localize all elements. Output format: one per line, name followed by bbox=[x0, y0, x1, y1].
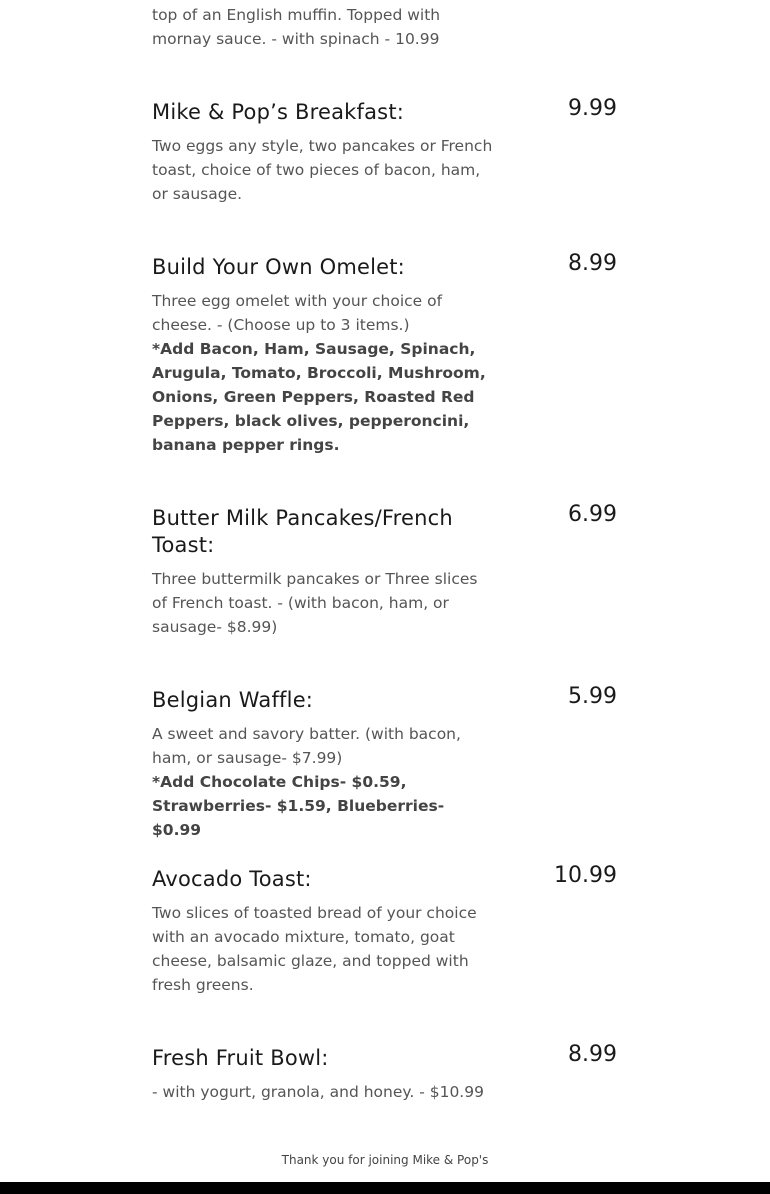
description-text: Three egg omelet with your choice of cheese. - (Choose up to 3 items.) bbox=[152, 292, 443, 334]
menu-item-price: 5.99 bbox=[568, 684, 617, 709]
partial-item-description bbox=[152, 3, 497, 51]
description-text: Two eggs any style, two pancakes or French toast, choice of two pieces of bacon, ham, or sausage. bbox=[152, 137, 493, 203]
footer-bar bbox=[0, 1182, 770, 1194]
add-ons-text: *Add Bacon, Ham, Sausage, Spinach, Arugula, Tomato, Broccoli, Mushroom, Onions, Green Peppers, Roasted Red Peppers, black olives, pepperoncini, banana pepper rings. bbox=[152, 340, 486, 454]
description-text: - with yogurt, granola, and honey. - $10.99 bbox=[152, 1083, 484, 1101]
menu-item-description bbox=[152, 901, 497, 997]
description-text: Three buttermilk pancakes or Three slices of French toast. - (with bacon, ham, or sausage- $8.99) bbox=[152, 570, 478, 636]
menu-item-title: Avocado Toast: bbox=[152, 867, 312, 891]
description-text: Two slices of toasted bread of your choice with an avocado mixture, tomato, goat cheese, balsamic glaze, and topped with fresh greens. bbox=[152, 904, 477, 994]
menu-item-description bbox=[152, 1080, 552, 1104]
menu-item-title: Build Your Own Omelet: bbox=[152, 255, 405, 279]
menu-item-price: 8.99 bbox=[568, 1042, 617, 1067]
menu-item-description bbox=[152, 289, 497, 457]
menu-item-price: 9.99 bbox=[568, 96, 617, 121]
partial-desc-line-1: top of an English muffin. Topped with bbox=[152, 6, 441, 24]
menu-item-price: 6.99 bbox=[568, 502, 617, 527]
menu-item-title: Fresh Fruit Bowl: bbox=[152, 1046, 329, 1070]
menu-item-title: Butter Milk Pancakes/French Toast: bbox=[152, 506, 453, 557]
menu-item-description bbox=[152, 567, 497, 639]
menu-item-description bbox=[152, 134, 497, 206]
footer-thank-you-text: Thank you for joining Mike & Pop's bbox=[281, 1153, 489, 1167]
menu-item-price: 10.99 bbox=[554, 863, 617, 888]
menu-item-description bbox=[152, 722, 497, 842]
add-ons-text: *Add Chocolate Chips- $0.59, Strawberries- $1.59, Blueberries- $0.99 bbox=[152, 773, 445, 839]
description-text: A sweet and savory batter. (with bacon, ham, or sausage- $7.99) bbox=[152, 725, 461, 767]
menu-item-price: 8.99 bbox=[568, 251, 617, 276]
menu-item-title: Mike & Pop’s Breakfast: bbox=[152, 100, 405, 124]
partial-desc-line-2: mornay sauce. - with spinach - 10.99 bbox=[152, 30, 440, 48]
menu-item-title: Belgian Waffle: bbox=[152, 688, 314, 712]
